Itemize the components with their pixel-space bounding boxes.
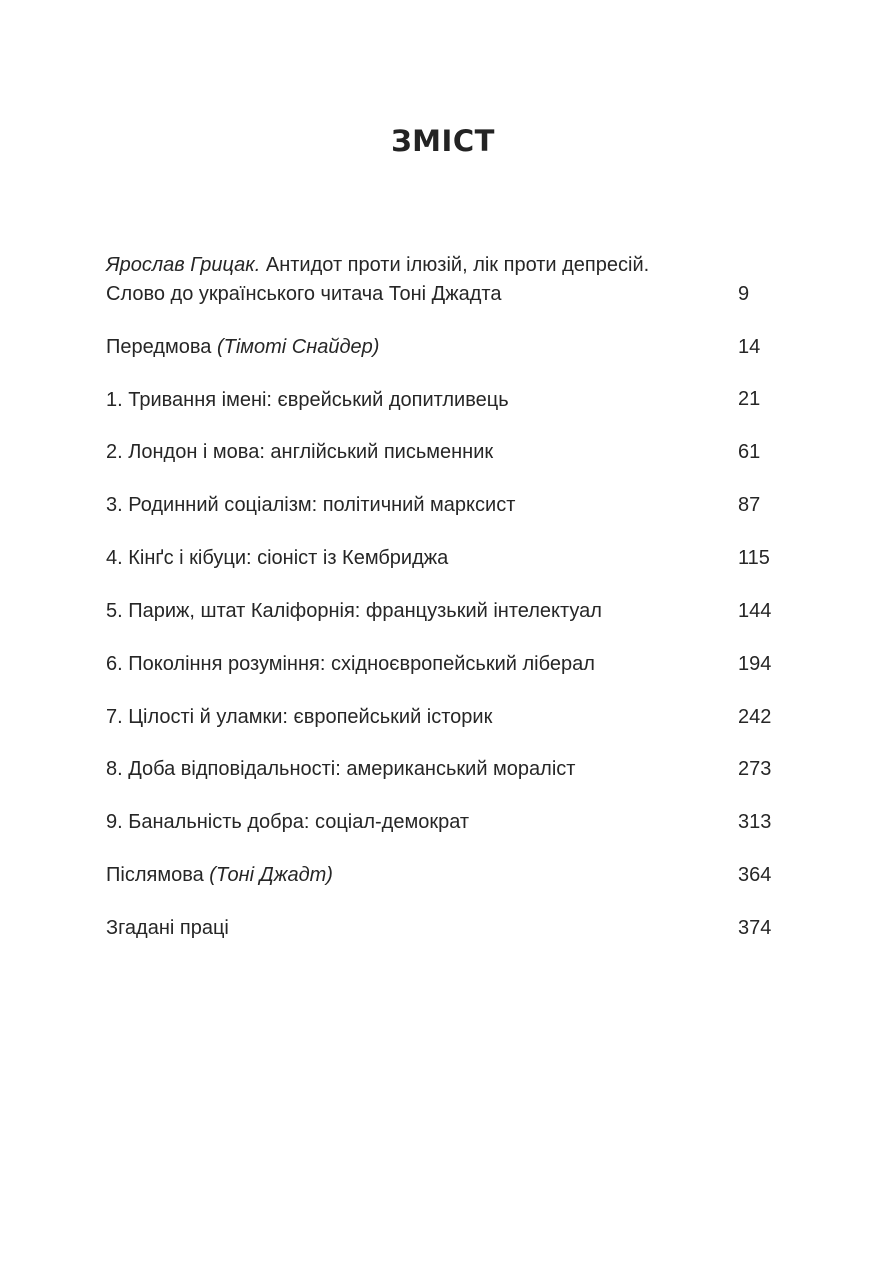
toc-page-number: 364: [738, 864, 772, 886]
toc-page-number: 9: [738, 283, 750, 305]
chapter-title: 4. Кінґс і кібуци: сіоніст із Кембриджа: [106, 547, 449, 569]
page-title: ЗМІСТ: [391, 124, 495, 158]
afterword-label: Післямова: [106, 864, 210, 886]
afterword-author: (Тоні Джадт): [209, 864, 333, 886]
foreword-label: Передмова: [106, 336, 217, 358]
chapter-title: 7. Цілості й уламки: європейський історик: [106, 706, 493, 728]
toc-page-number: 87: [738, 494, 761, 516]
chapter-title: 3. Родинний соціалізм: політичний марксист: [106, 494, 516, 516]
chapter-title: 2. Лондон і мова: англійський письменник: [106, 441, 494, 463]
foreword-author: (Тімоті Снайдер): [216, 336, 380, 358]
toc-page-number: 21: [738, 388, 761, 410]
intro-author: Ярослав Грицак.: [106, 254, 261, 276]
toc-page-number: 194: [738, 653, 772, 675]
toc-page-number: 61: [738, 441, 761, 463]
chapter-title: 1. Тривання імені: єврейський допитливець: [106, 389, 509, 411]
works-cited-label: Згадані праці: [106, 917, 229, 939]
intro-title-line2: Слово до українського читача Тоні Джадта: [106, 283, 502, 305]
toc-page-number: 273: [738, 758, 772, 780]
toc-page-number: 144: [738, 600, 772, 622]
toc-page-number: 115: [738, 547, 770, 569]
toc-page-number: 242: [738, 706, 772, 728]
toc-page-number: 374: [738, 917, 772, 939]
toc-page-number: 313: [738, 811, 772, 833]
chapter-title: 9. Банальність добра: соціал-демократ: [106, 811, 470, 833]
chapter-title: 6. Покоління розуміння: східноєвропейський ліберал: [106, 653, 595, 675]
toc-page-number: 14: [738, 336, 761, 358]
chapter-title: 5. Париж, штат Каліфорнія: французький інтелектуал: [106, 600, 602, 622]
chapter-title: 8. Доба відповідальності: американський мораліст: [106, 758, 576, 780]
intro-title-line1: Антидот проти ілюзій, лік проти депресій.: [260, 254, 650, 276]
